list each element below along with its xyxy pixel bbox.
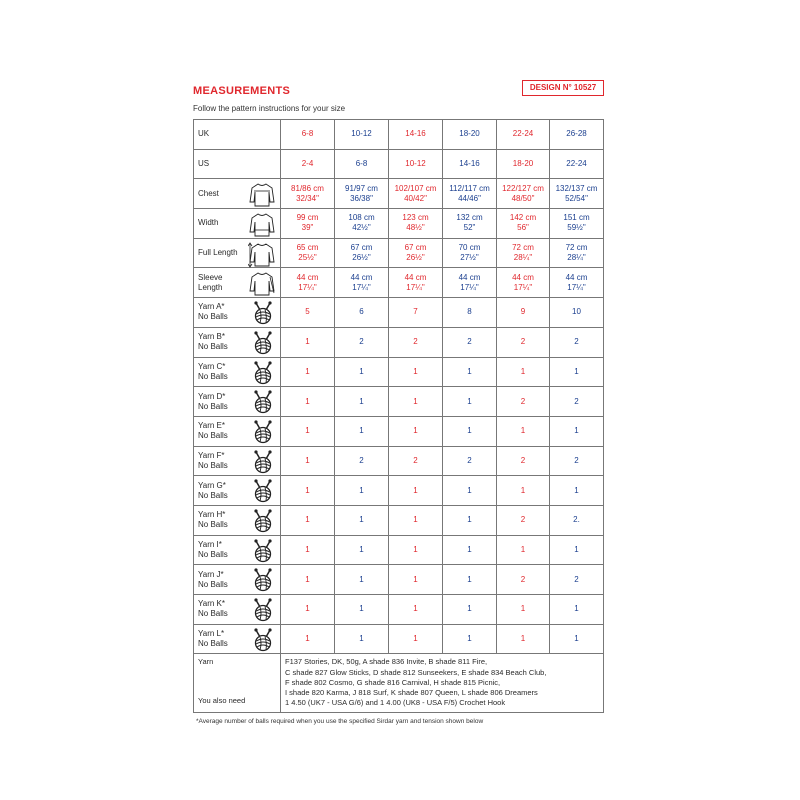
cell-value: 48/50"	[511, 193, 535, 203]
value-cell: 22-24	[550, 149, 604, 179]
value-cell: 2	[497, 387, 550, 417]
yarn-ball-icon	[252, 390, 274, 417]
row-label-cell	[194, 179, 281, 209]
value-cell: 1	[443, 595, 497, 625]
value-cell: 1	[389, 624, 443, 654]
cell-value: 67 cm	[350, 243, 373, 253]
cell-value: 59½"	[567, 223, 586, 233]
row-label: No Balls	[198, 431, 228, 441]
cell-value: 17¼"	[567, 282, 586, 292]
row-label: Full Length	[198, 248, 238, 258]
cell-value: 39"	[301, 223, 314, 233]
row-label-cell	[194, 238, 281, 268]
value-cell	[281, 209, 335, 239]
value-cell: 10-12	[335, 120, 389, 150]
value-cell: 1	[443, 565, 497, 595]
row-label: Yarn C*	[198, 361, 226, 371]
cell-value: 52/54"	[565, 193, 588, 203]
row-label-cell	[194, 298, 281, 328]
table-row	[194, 268, 604, 298]
row-label: Width	[198, 218, 219, 228]
sleeve-diagram-icon	[248, 271, 276, 300]
row-label-cell	[194, 268, 281, 298]
value-cell: 2	[443, 446, 497, 476]
value-cell	[389, 209, 443, 239]
value-cell: 2	[389, 446, 443, 476]
row-label-cell	[194, 624, 281, 654]
table-row	[194, 209, 604, 239]
subtitle: Follow the pattern instructions for your size	[193, 104, 346, 113]
cell-value: 56"	[517, 223, 529, 233]
cell-value: 44 cm	[565, 272, 588, 282]
value-cell	[281, 179, 335, 209]
cell-value: 26½"	[406, 253, 425, 263]
cell-value: 44 cm	[404, 272, 427, 282]
cell-value: 44/46"	[458, 193, 481, 203]
length-diagram-icon	[248, 242, 276, 271]
row-label: No Balls	[198, 460, 228, 470]
row-label: Yarn J*	[198, 569, 224, 579]
yarn-ball-icon	[252, 301, 274, 328]
cell-value: 36/38"	[350, 193, 373, 203]
table-row	[194, 505, 604, 535]
value-cell	[497, 268, 550, 298]
yarn-ball-icon	[252, 420, 274, 447]
cell-value: 44 cm	[512, 272, 534, 282]
row-label: Yarn F*	[198, 450, 225, 460]
cell-value: 70 cm	[458, 243, 481, 253]
cell-value: 99 cm	[296, 213, 319, 223]
row-label-cell	[194, 387, 281, 417]
cell-value: 122/127 cm	[502, 183, 544, 193]
value-cell: 1	[497, 476, 550, 506]
yarn-ball-icon	[252, 598, 274, 625]
row-label: No Balls	[198, 579, 228, 589]
table-row	[194, 624, 604, 654]
value-cell: 6	[335, 298, 389, 328]
measurements-table	[193, 119, 604, 713]
row-label: No Balls	[198, 520, 228, 530]
row-label: Yarn K*	[198, 599, 225, 609]
cell-value: 67 cm	[404, 243, 427, 253]
value-cell: 1	[497, 535, 550, 565]
value-cell: 1	[550, 357, 604, 387]
yarn-line: I shade 820 Karma, J 818 Surf, K shade 807 Queen, L shade 806 Dreamers	[285, 687, 538, 697]
value-cell: 1	[335, 357, 389, 387]
value-cell: 1	[550, 535, 604, 565]
value-cell: 1	[443, 476, 497, 506]
value-cell	[335, 238, 389, 268]
value-cell: 1	[389, 387, 443, 417]
row-label: US	[198, 159, 210, 169]
value-cell: 2	[497, 327, 550, 357]
yarn-ball-icon	[252, 539, 274, 566]
row-label: No Balls	[198, 549, 228, 559]
row-label-cell	[194, 505, 281, 535]
cell-value: 65 cm	[296, 243, 319, 253]
row-label-cell	[194, 209, 281, 239]
value-cell: 1	[281, 535, 335, 565]
value-cell: 1	[497, 416, 550, 446]
value-cell: 26-28	[550, 120, 604, 150]
value-cell: 1	[281, 446, 335, 476]
table-row	[194, 535, 604, 565]
row-label: Chest	[198, 188, 219, 198]
cell-value: 25½"	[298, 253, 317, 263]
hook-requirement: 1 4.50 (UK7 - USA G/6) and 1 4.00 (UK8 - USA F/5) Crochet Hook	[285, 698, 506, 708]
value-cell: 1	[443, 624, 497, 654]
value-cell: 1	[443, 387, 497, 417]
yarn-ball-icon	[252, 331, 274, 358]
value-cell	[550, 238, 604, 268]
table-row	[194, 565, 604, 595]
value-cell: 2	[389, 327, 443, 357]
cell-value: 91/97 cm	[345, 183, 378, 193]
value-cell	[335, 179, 389, 209]
value-cell: 5	[281, 298, 335, 328]
cell-value: 17¼"	[352, 282, 371, 292]
value-cell: 1	[443, 416, 497, 446]
value-cell	[335, 209, 389, 239]
value-cell: 1	[550, 416, 604, 446]
yarn-ball-icon	[252, 568, 274, 595]
value-cell	[443, 238, 497, 268]
value-cell	[389, 179, 443, 209]
value-cell: 1	[389, 535, 443, 565]
value-cell	[281, 238, 335, 268]
row-label-cell	[194, 149, 281, 179]
value-cell: 1	[281, 565, 335, 595]
row-label: Yarn B*	[198, 332, 225, 342]
cell-value: 17¼"	[298, 282, 317, 292]
value-cell: 22-24	[497, 120, 550, 150]
yarn-ball-icon	[252, 479, 274, 506]
value-cell: 1	[335, 387, 389, 417]
row-label: Yarn E*	[198, 421, 225, 431]
value-cell	[443, 209, 497, 239]
table-row	[194, 416, 604, 446]
value-cell: 1	[389, 476, 443, 506]
value-cell	[443, 179, 497, 209]
cell-value: 108 cm	[348, 213, 375, 223]
table-row	[194, 595, 604, 625]
value-cell: 2.	[550, 505, 604, 535]
value-cell: 1	[281, 595, 335, 625]
value-cell: 2	[335, 327, 389, 357]
value-cell: 1	[281, 387, 335, 417]
row-label-cell	[194, 535, 281, 565]
cell-value: 72 cm	[565, 243, 588, 253]
value-cell: 2	[497, 565, 550, 595]
cell-value: 17¼"	[460, 282, 479, 292]
cell-value: 151 cm	[563, 213, 590, 223]
cell-value: 123 cm	[402, 213, 429, 223]
row-label-cell	[194, 120, 281, 150]
cell-value: 81/86 cm	[291, 183, 324, 193]
value-cell: 1	[497, 624, 550, 654]
cell-value: 17¼"	[406, 282, 425, 292]
value-cell: 1	[497, 357, 550, 387]
value-cell: 1	[335, 595, 389, 625]
yarn-ball-icon	[252, 509, 274, 536]
yarn-line: F137 Stories, DK, 50g, A shade 836 Invite, B shade 811 Fire,	[285, 657, 488, 667]
table-row	[194, 327, 604, 357]
table-row	[194, 446, 604, 476]
row-label-cell	[194, 446, 281, 476]
row-label: No Balls	[198, 490, 228, 500]
value-cell: 2	[443, 327, 497, 357]
value-cell: 1	[335, 476, 389, 506]
yarn-ball-icon	[252, 361, 274, 388]
value-cell	[497, 179, 550, 209]
row-label: No Balls	[198, 342, 228, 352]
value-cell: 2	[497, 446, 550, 476]
chest-diagram-icon	[248, 182, 276, 211]
table-row	[194, 238, 604, 268]
value-cell: 1	[389, 505, 443, 535]
value-cell: 2	[335, 446, 389, 476]
row-label: No Balls	[198, 312, 228, 322]
yarn-info-row	[194, 654, 604, 713]
you-also-need-label: You also need	[198, 695, 246, 705]
value-cell: 1	[550, 476, 604, 506]
table-row	[194, 357, 604, 387]
value-cell: 1	[443, 357, 497, 387]
cell-value: 112/117 cm	[449, 183, 490, 193]
page-title: MEASUREMENTS	[193, 85, 291, 97]
value-cell	[389, 238, 443, 268]
yarn-ball-icon	[252, 450, 274, 477]
cell-value: 32/34"	[296, 193, 319, 203]
row-label: Yarn I*	[198, 539, 222, 549]
value-cell: 18-20	[497, 149, 550, 179]
cell-value: 48½"	[406, 223, 425, 233]
value-cell: 2	[550, 327, 604, 357]
table-row	[194, 387, 604, 417]
row-label: UK	[198, 129, 210, 139]
value-cell: 1	[443, 505, 497, 535]
value-cell: 2	[550, 565, 604, 595]
row-label: Yarn G*	[198, 480, 226, 490]
footnote: *Average number of balls required when you use the specified Sirdar yarn and tension shown below	[196, 718, 484, 725]
row-label: No Balls	[198, 371, 228, 381]
value-cell: 2	[550, 446, 604, 476]
table-row	[194, 120, 604, 150]
cell-value: 44 cm	[296, 272, 319, 282]
value-cell: 7	[389, 298, 443, 328]
value-cell: 1	[389, 416, 443, 446]
yarn-label-cell	[194, 654, 281, 713]
value-cell: 2	[550, 387, 604, 417]
value-cell: 1	[335, 505, 389, 535]
cell-value: 40/42"	[404, 193, 427, 203]
width-diagram-icon	[248, 212, 276, 241]
yarn-line: C shade 827 Glow Sticks, D shade 812 Sunseekers, E shade 834 Beach Club,	[285, 667, 547, 677]
value-cell: 1	[389, 595, 443, 625]
value-cell: 1	[281, 357, 335, 387]
cell-value: 132/137 cm	[555, 183, 598, 193]
value-cell: 2	[497, 505, 550, 535]
row-label-cell	[194, 357, 281, 387]
row-label-cell	[194, 327, 281, 357]
cell-value: 28¼"	[513, 253, 533, 263]
value-cell	[281, 268, 335, 298]
row-label: No Balls	[198, 639, 228, 649]
design-number-badge: DESIGN N° 10527	[522, 80, 604, 96]
value-cell	[550, 179, 604, 209]
value-cell: 10	[550, 298, 604, 328]
cell-value: 26½"	[352, 253, 371, 263]
value-cell: 1	[389, 357, 443, 387]
value-cell: 1	[389, 565, 443, 595]
row-label: No Balls	[198, 401, 228, 411]
table-row	[194, 179, 604, 209]
yarn-label: Yarn	[198, 657, 214, 667]
value-cell: 6-8	[335, 149, 389, 179]
value-cell: 1	[281, 624, 335, 654]
value-cell: 1	[335, 565, 389, 595]
row-label: Length	[198, 282, 223, 292]
row-label: Yarn D*	[198, 391, 226, 401]
cell-value: 102/107 cm	[394, 183, 437, 193]
value-cell: 1	[281, 476, 335, 506]
cell-value: 28¼"	[567, 253, 586, 263]
value-cell: 1	[550, 624, 604, 654]
row-label: Yarn A*	[198, 302, 225, 312]
value-cell: 1	[335, 624, 389, 654]
value-cell: 1	[335, 535, 389, 565]
cell-value: 142 cm	[509, 213, 537, 223]
yarn-line: F shade 802 Cosmo, G shade 816 Carnival, H shade 815 Picnic,	[285, 677, 501, 687]
value-cell	[550, 268, 604, 298]
row-label: Sleeve	[198, 272, 223, 282]
value-cell	[443, 268, 497, 298]
table-row	[194, 149, 604, 179]
value-cell	[497, 209, 550, 239]
cell-value: 132 cm	[456, 213, 483, 223]
value-cell	[389, 268, 443, 298]
value-cell: 14-16	[389, 120, 443, 150]
value-cell: 8	[443, 298, 497, 328]
row-label-cell	[194, 416, 281, 446]
value-cell: 1	[443, 535, 497, 565]
row-label-cell	[194, 565, 281, 595]
value-cell: 2-4	[281, 149, 335, 179]
value-cell: 1	[281, 416, 335, 446]
value-cell: 18-20	[443, 120, 497, 150]
row-label-cell	[194, 595, 281, 625]
cell-value: 44 cm	[458, 272, 481, 282]
table-row	[194, 476, 604, 506]
value-cell: 1	[281, 505, 335, 535]
value-cell: 1	[497, 595, 550, 625]
table-row	[194, 298, 604, 328]
cell-value: 52"	[463, 223, 476, 233]
cell-value: 44 cm	[350, 272, 373, 282]
row-label: Yarn L*	[198, 629, 225, 639]
cell-value: 72 cm	[512, 243, 534, 253]
value-cell: 1	[550, 595, 604, 625]
value-cell	[497, 238, 550, 268]
value-cell: 9	[497, 298, 550, 328]
value-cell: 6-8	[281, 120, 335, 150]
cell-value: 42½"	[352, 223, 371, 233]
row-label: No Balls	[198, 609, 228, 619]
value-cell: 1	[281, 327, 335, 357]
yarn-ball-icon	[252, 628, 274, 655]
cell-value: 27½"	[460, 253, 479, 263]
row-label: Yarn H*	[198, 510, 226, 520]
value-cell	[335, 268, 389, 298]
yarn-details-cell	[281, 654, 604, 713]
value-cell	[550, 209, 604, 239]
value-cell: 1	[335, 416, 389, 446]
value-cell: 10-12	[389, 149, 443, 179]
row-label-cell	[194, 476, 281, 506]
value-cell: 14-16	[443, 149, 497, 179]
cell-value: 17¼"	[513, 282, 533, 292]
